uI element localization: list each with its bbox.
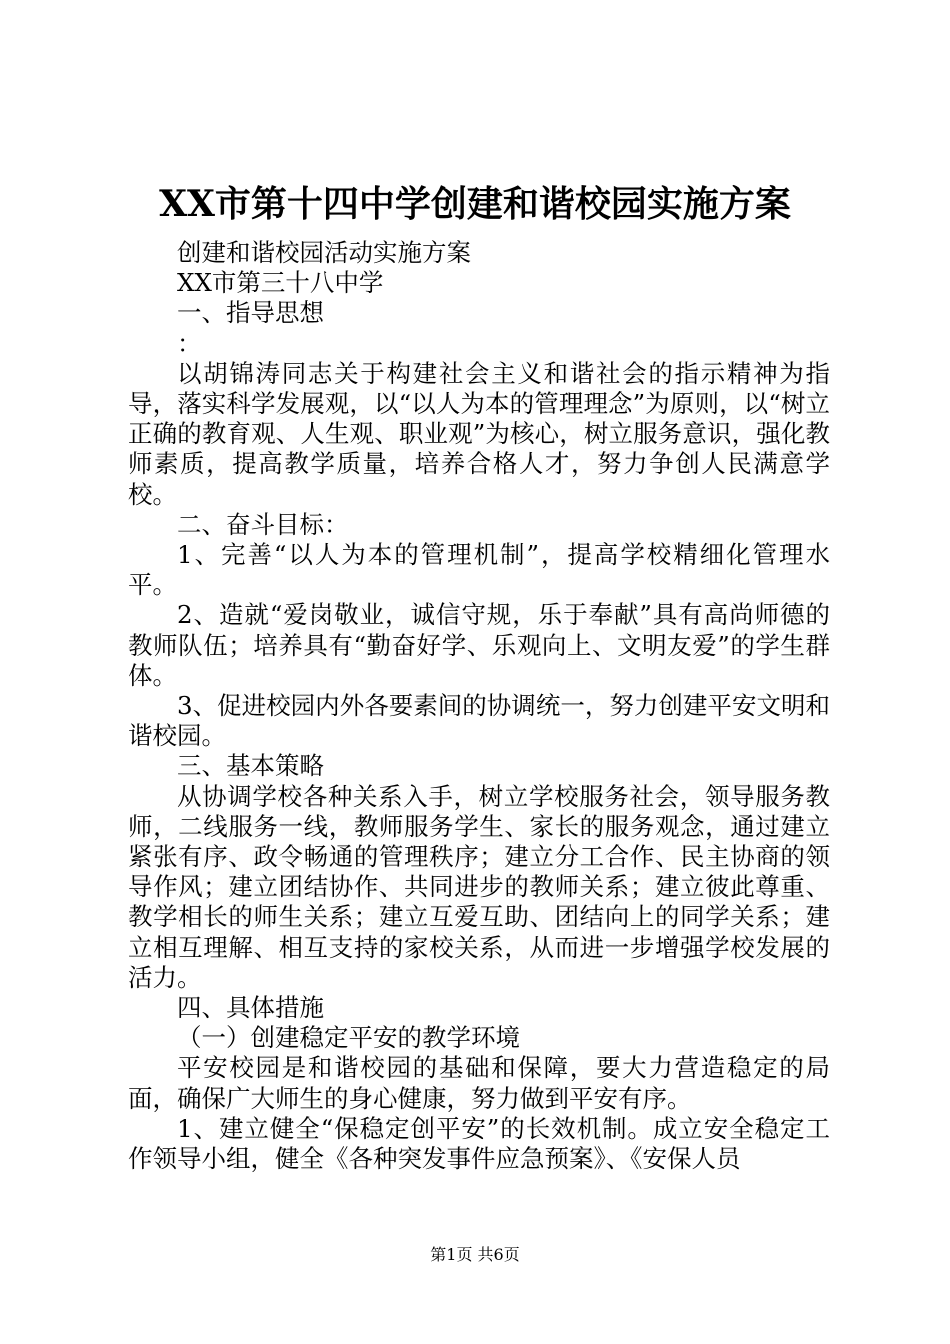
paragraph-basic-strategy: 从协调学校各种关系入手，树立学校服务社会，领导服务教师，二线服务一线，教师服务学生、家长的服务观念，通过建立紧张有序、政令畅通的管理秩序；建立分工合作、民主协商的领导作风；建立团结协作、共同进步的教师关系；建立彼此尊重、教学相长的师生关系；建立互爱互助、团结向上的同学关系；建立相互理解、相互支持的家校关系，从而进一步增强学校发展的活力。 xyxy=(128,781,830,992)
paragraph-school-name: XX市第三十八中学 xyxy=(177,268,384,298)
heading-goals: 二、奋斗目标： xyxy=(177,509,349,539)
document-body xyxy=(128,238,830,1174)
document-title: XX市第十四中学创建和谐校园实施方案 xyxy=(159,183,791,225)
paragraph-guiding-ideology: 以胡锦涛同志关于构建社会主义和谐社会的指示精神为指导，落实科学发展观，以“以人为本的管理理念”为原则，以“树立正确的教育观、人生观、职业观”为核心，树立服务意识，强化教师素质，提高教学质量，培养合格人才，努力争创人民满意学校。 xyxy=(128,358,830,509)
paragraph-goal-3: 3、促进校园内外各要素间的协调统一，努力创建平安文明和谐校园。 xyxy=(128,691,830,751)
heading-guiding-ideology: 一、指导思想 xyxy=(177,298,324,328)
paragraph-subtitle: 创建和谐校园活动实施方案 xyxy=(177,238,471,267)
page-footer: 第1页 共6页 xyxy=(430,1245,520,1264)
heading-specific-measures: 四、具体措施 xyxy=(177,993,324,1023)
paragraph-measure-1: 1、建立健全“保稳定创平安”的长效机制。成立安全稳定工作领导小组，健全《各种突发事件应急预案》、《安保人员 xyxy=(128,1113,830,1174)
paragraph-safe-campus: 平安校园是和谐校园的基础和保障，要大力营造稳定的局面，确保广大师生的身心健康，努力做到平安有序。 xyxy=(128,1053,830,1113)
paragraph-colon: ： xyxy=(177,328,202,358)
heading-basic-strategy: 三、基本策略 xyxy=(177,751,324,781)
subheading-safe-environment: （一）创建稳定平安的教学环境 xyxy=(177,1023,520,1053)
paragraph-goal-1: 1、完善“以人为本的管理机制”，提高学校精细化管理水平。 xyxy=(128,540,830,600)
paragraph-goal-2: 2、造就“爱岗敬业，诚信守规，乐于奉献”具有高尚师德的教师队伍；培养具有“勤奋好学、乐观向上、文明友爱”的学生群体。 xyxy=(128,600,830,690)
